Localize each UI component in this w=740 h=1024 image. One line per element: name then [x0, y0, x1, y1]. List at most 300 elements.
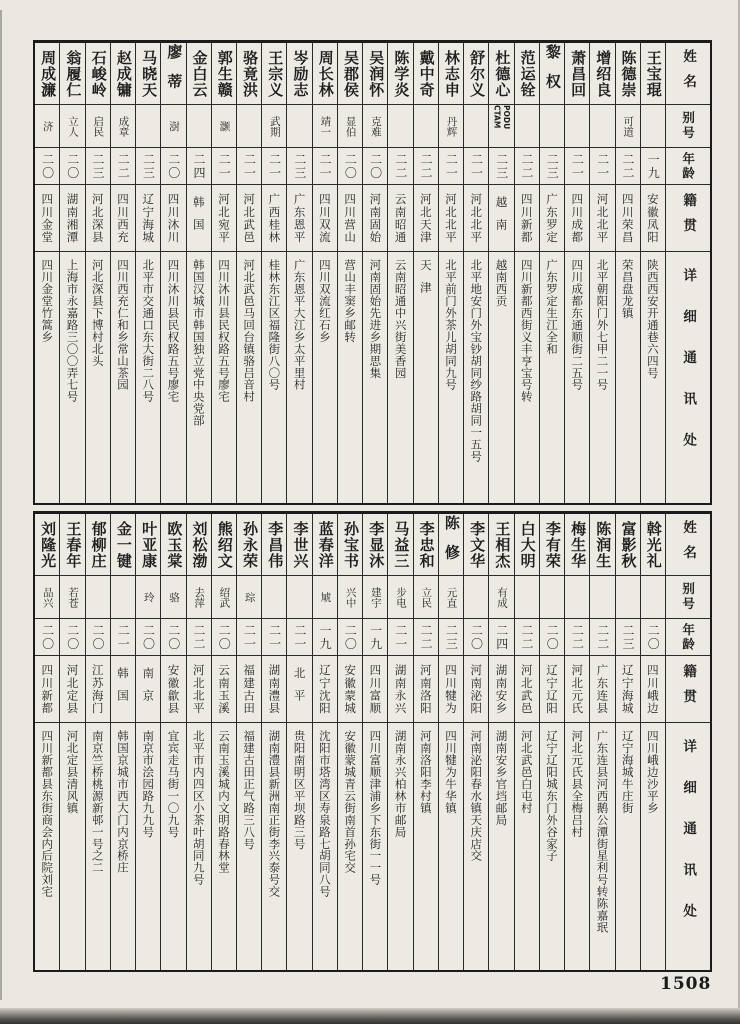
person-alias	[414, 105, 438, 148]
person-native-place: 河北天津	[414, 185, 438, 252]
person-name: 刘松渤	[187, 514, 211, 576]
person-address: 北平市内四区小茶叶胡同九号	[191, 730, 206, 886]
person-alias	[616, 576, 640, 619]
person-address: 河北武邑马回台镇骆吕音村	[242, 259, 257, 403]
person-column	[59, 514, 84, 970]
person-column	[615, 43, 640, 503]
person-column	[640, 514, 665, 970]
person-name: 熊绍文	[212, 514, 236, 576]
person-column	[286, 514, 311, 970]
person-name: 骆竟洪	[237, 43, 261, 105]
person-alias: 显伯	[338, 105, 362, 148]
person-alias	[565, 105, 589, 148]
person-column	[488, 43, 513, 503]
person-column	[337, 43, 362, 503]
person-alias	[540, 576, 564, 619]
person-name: 富影秋	[616, 514, 640, 576]
person-column	[85, 514, 110, 970]
person-native-place: 广东恩平	[287, 185, 311, 252]
person-age: 二四	[187, 148, 211, 185]
person-alias	[287, 576, 311, 619]
person-alias: 启民	[86, 105, 110, 148]
person-native-place: 辽宁海城	[136, 185, 160, 252]
person-alias	[590, 576, 614, 619]
person-address: 荣昌盘龙镇	[620, 259, 635, 319]
person-address: 河南泌阳春水镇天庆店交	[469, 730, 484, 862]
person-alias	[590, 105, 614, 148]
person-address: 河南洛阳李村镇	[418, 730, 433, 814]
person-alias: 武期	[262, 105, 286, 148]
person-alias: 元直	[439, 576, 463, 619]
person-age: 二〇	[161, 619, 185, 656]
person-alias	[287, 105, 311, 148]
person-native-place: 河南固始	[363, 185, 387, 252]
directory-table-bottom	[33, 511, 712, 972]
person-age: 二三	[439, 619, 463, 656]
person-column	[589, 43, 614, 503]
person-native-place: 安徽凤阳	[641, 185, 665, 252]
person-address: 北平地安门外宝钞胡同纱路胡同一五号	[469, 259, 484, 463]
person-name: 陈润生	[590, 514, 614, 576]
person-column	[337, 514, 362, 970]
person-name: 郭生赣	[212, 43, 236, 105]
person-age: 二一	[262, 148, 286, 185]
person-address: 宜宾走马街一〇九号	[166, 730, 181, 838]
person-alias: 琮	[237, 576, 261, 619]
person-name: 梅生华	[565, 514, 589, 576]
person-alias	[641, 576, 665, 619]
person-column	[463, 514, 488, 970]
person-native-place: 河北北平	[187, 656, 211, 723]
person-name: 陈德崇	[616, 43, 640, 105]
person-name: 王宗义	[262, 43, 286, 105]
person-native-place: 南京	[136, 656, 160, 723]
person-address: 陕西西安开通巷六四号	[645, 259, 660, 379]
person-name: 王春年	[60, 514, 84, 576]
person-column	[387, 514, 412, 970]
person-column	[236, 43, 261, 503]
directory-table-top	[33, 40, 712, 505]
person-native-place: 广东罗定	[540, 185, 564, 252]
person-native-place: 河南洛阳	[414, 656, 438, 723]
person-column	[539, 514, 564, 970]
person-column	[85, 43, 110, 503]
person-column	[564, 514, 589, 970]
person-address: 四川西充仁和乡常山茶园	[116, 259, 130, 391]
person-native-place: 四川金堂	[35, 185, 59, 252]
person-age: 二一	[212, 148, 236, 185]
person-address: 湖南澧县新洲南正街李兴泰号交	[267, 730, 282, 898]
person-name: 金白云	[187, 43, 211, 105]
person-address: 辽宁辽阳城东门外谷家子	[544, 730, 559, 862]
person-alias: 兴中	[338, 576, 362, 619]
person-alias: 成章	[111, 105, 135, 148]
person-age: 二二	[565, 619, 589, 656]
person-alias	[111, 576, 135, 619]
person-name: 李忠和	[414, 514, 438, 576]
header-label-native: 籍贯	[666, 656, 710, 723]
person-name: 廖蒂	[161, 43, 185, 105]
person-alias: 建宇	[363, 576, 387, 619]
person-native-place: 四川犍为	[439, 656, 463, 723]
person-alias: 若苍	[60, 576, 84, 619]
person-native-place: 河北定县	[60, 656, 84, 723]
person-name: 叶亚康	[136, 514, 160, 576]
person-address: 四川沐川县民权路五号廖宅	[216, 259, 231, 403]
person-column	[110, 43, 135, 503]
person-column	[312, 43, 337, 503]
person-address: 四川金堂竹篙乡	[40, 259, 55, 343]
person-age: 二一	[590, 148, 614, 185]
person-name: 范运铨	[515, 43, 539, 105]
person-alias: 绍武	[212, 576, 236, 619]
person-age: 二三	[540, 148, 564, 185]
person-age: 一九	[641, 148, 665, 185]
person-native-place: 四川营山	[338, 185, 362, 252]
person-native-place: 四川峨边	[641, 656, 665, 723]
person-column	[564, 43, 589, 503]
person-name: 陈修	[439, 514, 463, 576]
person-alias	[187, 105, 211, 148]
person-age: 二〇	[641, 619, 665, 656]
person-column	[413, 514, 438, 970]
person-age: 二一	[287, 619, 311, 656]
person-address: 贵阳南明区平坝路三号	[292, 730, 307, 850]
person-column	[387, 43, 412, 503]
person-native-place: 云南玉溪	[212, 656, 236, 723]
person-column	[186, 43, 211, 503]
header-label-age: 年龄	[666, 619, 710, 656]
person-alias: 立民	[414, 576, 438, 619]
person-alias: 虓	[313, 576, 337, 619]
person-column	[59, 43, 84, 503]
person-age: 二〇	[35, 619, 59, 656]
person-address: 四川峨边沙平乡	[645, 730, 660, 814]
person-name: 吴润怀	[363, 43, 387, 105]
person-age: 二二	[187, 619, 211, 656]
person-column	[539, 43, 564, 503]
person-age: 二二	[590, 619, 614, 656]
person-name: 蓝春洋	[313, 514, 337, 576]
person-age: 二〇	[35, 148, 59, 185]
person-alias: 丹辉	[439, 105, 463, 148]
person-column	[110, 514, 135, 970]
person-alias: 骆	[161, 576, 185, 619]
person-address: 四川新都县东街商会内后院刘宅	[40, 730, 55, 898]
person-age: 二四	[489, 619, 513, 656]
person-alias	[641, 105, 665, 148]
person-address: 河北深县下博村北头	[90, 259, 105, 367]
person-native-place: 广东连县	[590, 656, 614, 723]
person-native-place: 四川双流	[313, 185, 337, 252]
person-name: 李有荣	[540, 514, 564, 576]
header-label-name: 姓名	[666, 514, 710, 576]
person-native-place: 河北北平	[439, 185, 463, 252]
person-age: 二〇	[136, 619, 160, 656]
person-address: 营山丰窦乡邮转	[343, 259, 358, 343]
person-alias: 克难	[363, 105, 387, 148]
person-address: 河北定县清风镇	[65, 730, 80, 814]
person-column	[589, 514, 614, 970]
person-address: 四川双流红石乡	[317, 259, 332, 343]
person-alias: 济	[35, 105, 59, 148]
person-address: 河南固始先进乡期思集	[368, 259, 383, 379]
person-alias	[262, 576, 286, 619]
person-alias: 可道	[616, 105, 640, 148]
person-address: 南京竺桥桃源新邨一号之二	[90, 730, 105, 874]
person-column	[261, 514, 286, 970]
person-column	[236, 514, 261, 970]
person-alias: 去萍	[187, 576, 211, 619]
person-column	[286, 43, 311, 503]
person-age: 二二	[111, 148, 135, 185]
header-label-addr: 详细通讯处	[666, 723, 710, 970]
person-address: 四川犍为牛华镇	[444, 730, 459, 814]
person-column	[186, 514, 211, 970]
person-age: 二〇	[540, 619, 564, 656]
header-label-age: 年龄	[666, 148, 710, 185]
person-native-place: 河北元氏	[565, 656, 589, 723]
person-address: 北平前门外茶儿胡同九号	[444, 259, 459, 391]
person-native-place: 辽宁辽阳	[540, 656, 564, 723]
person-alias: 品兴	[35, 576, 59, 619]
person-address: 河北武邑白屯村	[519, 730, 534, 814]
person-column	[135, 514, 160, 970]
person-name: 戴中奇	[414, 43, 438, 105]
person-name: 白大明	[515, 514, 539, 576]
person-address: 南京市浍园路九九号	[141, 730, 156, 838]
person-address: 云南玉溪城内文明路春林堂	[216, 730, 231, 874]
person-column	[514, 514, 539, 970]
person-address: 沈阳市塔湾区寿泉路七胡同八号	[317, 730, 332, 898]
person-address: 韩国汉城市韩国独立党中央党部	[191, 259, 206, 427]
person-address: 四川新都西街义丰亨宝号转	[519, 259, 534, 403]
person-address: 北平朝阳门外七甲二一号	[595, 259, 610, 391]
person-age: 二〇	[86, 619, 110, 656]
scan-edge-left	[0, 10, 2, 1000]
person-native-place: 四川新都	[515, 185, 539, 252]
header-label-name: 姓名	[666, 43, 710, 105]
person-address: 越南西贡	[494, 259, 509, 307]
person-age: 二一	[565, 148, 589, 185]
person-address: 河北元氏县全梅吕村	[570, 730, 585, 838]
person-name: 吴郡侯	[338, 43, 362, 105]
person-column	[362, 514, 387, 970]
person-native-place: 湖南湘潭	[60, 185, 84, 252]
person-native-place: 河北武邑	[237, 185, 261, 252]
person-name: 李昌伟	[262, 514, 286, 576]
person-age: 二〇	[60, 148, 84, 185]
person-address: 广东恩平大江乡太平里村	[292, 259, 307, 391]
person-column	[160, 43, 185, 503]
person-column	[160, 514, 185, 970]
person-name: 周长林	[313, 43, 337, 105]
person-address: 湖南永兴柏林市邮局	[393, 730, 408, 838]
person-alias: 步电	[388, 576, 412, 619]
person-alias: 澍	[161, 105, 185, 148]
person-age: 二一	[262, 619, 286, 656]
person-name: 岑励志	[287, 43, 311, 105]
person-address: 福建古田正气路三八号	[242, 730, 257, 850]
person-address: 天津	[418, 259, 433, 304]
person-native-place: 云南昭通	[388, 185, 412, 252]
person-name: 增绍良	[590, 43, 614, 105]
person-native-place: 四川新都	[35, 656, 59, 723]
person-column	[312, 514, 337, 970]
person-column	[438, 43, 463, 503]
person-age: 二一	[388, 619, 412, 656]
person-column	[35, 514, 59, 970]
person-name: 杜德心	[489, 43, 513, 105]
person-column	[640, 43, 665, 503]
person-alias	[464, 576, 488, 619]
person-name: 马益三	[388, 514, 412, 576]
person-name: 林志申	[439, 43, 463, 105]
person-native-place: 北平	[287, 656, 311, 723]
person-native-place: 河北宛平	[212, 185, 236, 252]
person-native-place: 河南泌阳	[464, 656, 488, 723]
person-column	[463, 43, 488, 503]
person-native-place: 四川成都	[565, 185, 589, 252]
person-column	[135, 43, 160, 503]
person-native-place: 韩国	[187, 185, 211, 252]
person-address: 广东连县河西鹅公潭街星利号转陈嘉珉	[595, 730, 610, 934]
person-age: 二一	[237, 619, 261, 656]
person-name: 斡光礼	[641, 514, 665, 576]
person-native-place: 韩国	[111, 656, 135, 723]
person-address: 四川沐川县民权路五号廖宅	[166, 259, 181, 403]
person-address: 云南昭通中兴街美香园	[393, 259, 408, 379]
person-age: 二二	[515, 148, 539, 185]
person-age: 二三	[616, 619, 640, 656]
person-age: 二二	[414, 148, 438, 185]
person-alias: 立人	[60, 105, 84, 148]
person-name: 李文华	[464, 514, 488, 576]
person-name: 萧昌回	[565, 43, 589, 105]
header-column	[665, 514, 710, 970]
header-label-alias: 别号	[666, 576, 710, 619]
person-native-place: 河北武邑	[515, 656, 539, 723]
header-label-addr: 详细通讯处	[666, 252, 710, 503]
person-column	[362, 43, 387, 503]
person-address: 桂林东江区福隆街八〇号	[267, 259, 282, 391]
person-age: 二二	[515, 619, 539, 656]
person-name: 孙宝书	[338, 514, 362, 576]
person-age: 一九	[313, 619, 337, 656]
person-alias	[464, 105, 488, 148]
person-age: 二〇	[464, 619, 488, 656]
person-native-place: 越南	[489, 185, 513, 252]
person-native-place: 四川沐川	[161, 185, 185, 252]
person-age: 二〇	[212, 619, 236, 656]
person-column	[413, 43, 438, 503]
person-alias: 靖一	[313, 105, 337, 148]
person-alias: PODU CTAM	[489, 105, 513, 148]
person-alias	[237, 105, 261, 148]
person-alias	[388, 105, 412, 148]
person-name: 李世兴	[287, 514, 311, 576]
header-column	[665, 43, 710, 503]
person-address: 四川富顺津浦乡下东街一一号	[368, 730, 383, 886]
person-native-place: 辽宁沈阳	[313, 656, 337, 723]
person-native-place: 四川荣昌	[616, 185, 640, 252]
person-native-place: 四川西充	[111, 185, 135, 252]
person-column	[438, 514, 463, 970]
person-name: 王相杰	[489, 514, 513, 576]
person-name: 孙永荣	[237, 514, 261, 576]
person-name: 欧玉棠	[161, 514, 185, 576]
person-native-place: 安徽蒙城	[338, 656, 362, 723]
person-column	[211, 514, 236, 970]
person-age: 二一	[313, 148, 337, 185]
person-alias	[515, 576, 539, 619]
person-age: 二三	[287, 148, 311, 185]
person-age: 二二	[616, 148, 640, 185]
person-alias: 有成	[489, 576, 513, 619]
person-alias: 玲	[136, 576, 160, 619]
person-native-place: 江苏海门	[86, 656, 110, 723]
person-age: 一九	[363, 619, 387, 656]
person-native-place: 湖南澧县	[262, 656, 286, 723]
person-age: 二二	[414, 619, 438, 656]
person-age: 二〇	[161, 148, 185, 185]
person-alias: 灏	[212, 105, 236, 148]
person-native-place: 广西桂林	[262, 185, 286, 252]
person-address: 北平市交通口东大街二八号	[141, 259, 156, 403]
person-native-place: 四川富顺	[363, 656, 387, 723]
header-label-native: 籍贯	[666, 185, 710, 252]
person-alias	[565, 576, 589, 619]
person-age: 二一	[111, 619, 135, 656]
person-column	[514, 43, 539, 503]
person-native-place: 河北深县	[86, 185, 110, 252]
person-name: 周成濂	[35, 43, 59, 105]
person-age: 二三	[86, 148, 110, 185]
person-column	[261, 43, 286, 503]
person-age: 二〇	[60, 619, 84, 656]
person-name: 陈学炎	[388, 43, 412, 105]
person-age: 二一	[464, 148, 488, 185]
person-column	[211, 43, 236, 503]
person-native-place: 福建古田	[237, 656, 261, 723]
person-name: 郁柳庄	[86, 514, 110, 576]
person-address: 广东罗定生江全和	[544, 259, 559, 355]
person-name: 马晓天	[136, 43, 160, 105]
person-age: 二一	[439, 148, 463, 185]
person-column	[35, 43, 59, 503]
person-address: 安徽蒙城青云街南首孙宅交	[343, 730, 358, 874]
person-age: 二三	[136, 148, 160, 185]
person-alias	[540, 105, 564, 148]
scan-edge-bottom	[0, 1008, 740, 1024]
person-name: 赵成镛	[111, 43, 135, 105]
person-column	[615, 514, 640, 970]
page-number: 1508	[660, 974, 712, 994]
person-native-place: 河北北平	[464, 185, 488, 252]
person-native-place: 安徽歙县	[161, 656, 185, 723]
person-address: 湖南安乡官垱邮局	[494, 730, 509, 826]
person-age: 二二	[388, 148, 412, 185]
person-name: 李显沐	[363, 514, 387, 576]
person-native-place: 辽宁海城	[616, 656, 640, 723]
person-age: 二〇	[338, 148, 362, 185]
person-native-place: 湖南永兴	[388, 656, 412, 723]
person-name: 金一键	[111, 514, 135, 576]
person-age: 二一	[237, 148, 261, 185]
person-address: 上海市永嘉路三〇〇弄七号	[65, 259, 80, 403]
person-alias	[86, 576, 110, 619]
person-address: 四川成都东通顺街二五号	[570, 259, 585, 391]
